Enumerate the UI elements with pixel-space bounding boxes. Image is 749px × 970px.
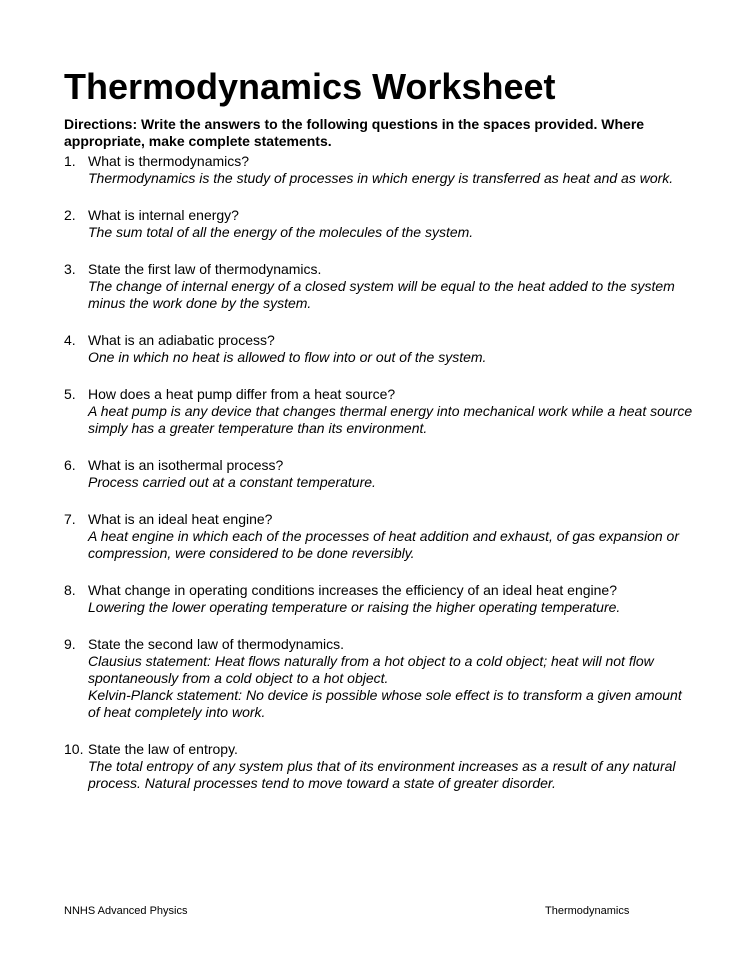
question-number: 9. — [64, 636, 76, 652]
question-item — [64, 636, 694, 721]
question-item — [64, 332, 694, 366]
footer-topic: Thermodynamics — [545, 905, 630, 917]
answer-text-clausius: Clausius statement: Heat flows naturally from a hot object to a cold object; heat will not flow spontaneously from a cold object to a hot object. — [88, 653, 654, 686]
answer-text: The total entropy of any system plus that of its environment increases as a result of any natural process. Natural processes tend to move toward a state of greater disorder. — [88, 758, 676, 791]
answer-text: Lowering the lower operating temperature or raising the higher operating temperature. — [88, 599, 621, 615]
question-item — [64, 457, 694, 491]
answer-text: Thermodynamics is the study of processes in which energy is transferred as heat and as work. — [88, 170, 674, 186]
question-number: 6. — [64, 457, 76, 473]
question-text: State the law of entropy. — [88, 741, 238, 757]
footer-course: NNHS Advanced Physics — [64, 905, 188, 917]
answer-text: Process carried out at a constant temperature. — [88, 474, 376, 490]
question-text: What is an ideal heat engine? — [88, 511, 273, 527]
question-number: 4. — [64, 332, 76, 348]
question-text: What is an adiabatic process? — [88, 332, 275, 348]
answer-text: A heat pump is any device that changes thermal energy into mechanical work while a heat source simply has a greater temperature than its environment. — [88, 403, 693, 436]
answer-text: A heat engine in which each of the processes of heat addition and exhaust, of gas expansion or compression, were considered to be done reversibly. — [88, 528, 679, 561]
answer-text: The change of internal energy of a closed system will be equal to the heat added to the system minus the work done by the system. — [88, 278, 675, 311]
question-list — [64, 153, 694, 792]
answer-text-kelvin-planck: Kelvin-Planck statement: No device is possible whose sole effect is to transform a given amount of heat completely into work. — [88, 687, 682, 720]
question-text: What is an isothermal process? — [88, 457, 284, 473]
question-text: What is internal energy? — [88, 207, 239, 223]
question-number: 1. — [64, 153, 76, 169]
question-item — [64, 511, 694, 562]
question-item — [64, 582, 694, 616]
question-item — [64, 741, 694, 792]
question-text: What change in operating conditions increases the efficiency of an ideal heat engine? — [88, 582, 617, 598]
question-item — [64, 386, 694, 437]
question-text: How does a heat pump differ from a heat source? — [88, 386, 396, 402]
question-number: 10. — [64, 741, 84, 757]
question-number: 5. — [64, 386, 76, 402]
question-number: 7. — [64, 511, 76, 527]
question-number: 3. — [64, 261, 76, 277]
question-item — [64, 207, 694, 241]
question-text: State the second law of thermodynamics. — [88, 636, 345, 652]
directions: Directions: Write the answers to the following questions in the spaces provided. Where appropriate, make complete statements. — [64, 116, 645, 149]
answer-text: The sum total of all the energy of the molecules of the system. — [88, 224, 474, 240]
question-item — [64, 153, 694, 187]
question-number: 8. — [64, 582, 76, 598]
question-text: What is thermodynamics? — [88, 153, 250, 169]
question-item — [64, 261, 694, 312]
answer-text: One in which no heat is allowed to flow into or out of the system. — [88, 349, 487, 365]
question-number: 2. — [64, 207, 76, 223]
question-text: State the first law of thermodynamics. — [88, 261, 322, 277]
page-title: Thermodynamics Worksheet — [64, 66, 556, 107]
